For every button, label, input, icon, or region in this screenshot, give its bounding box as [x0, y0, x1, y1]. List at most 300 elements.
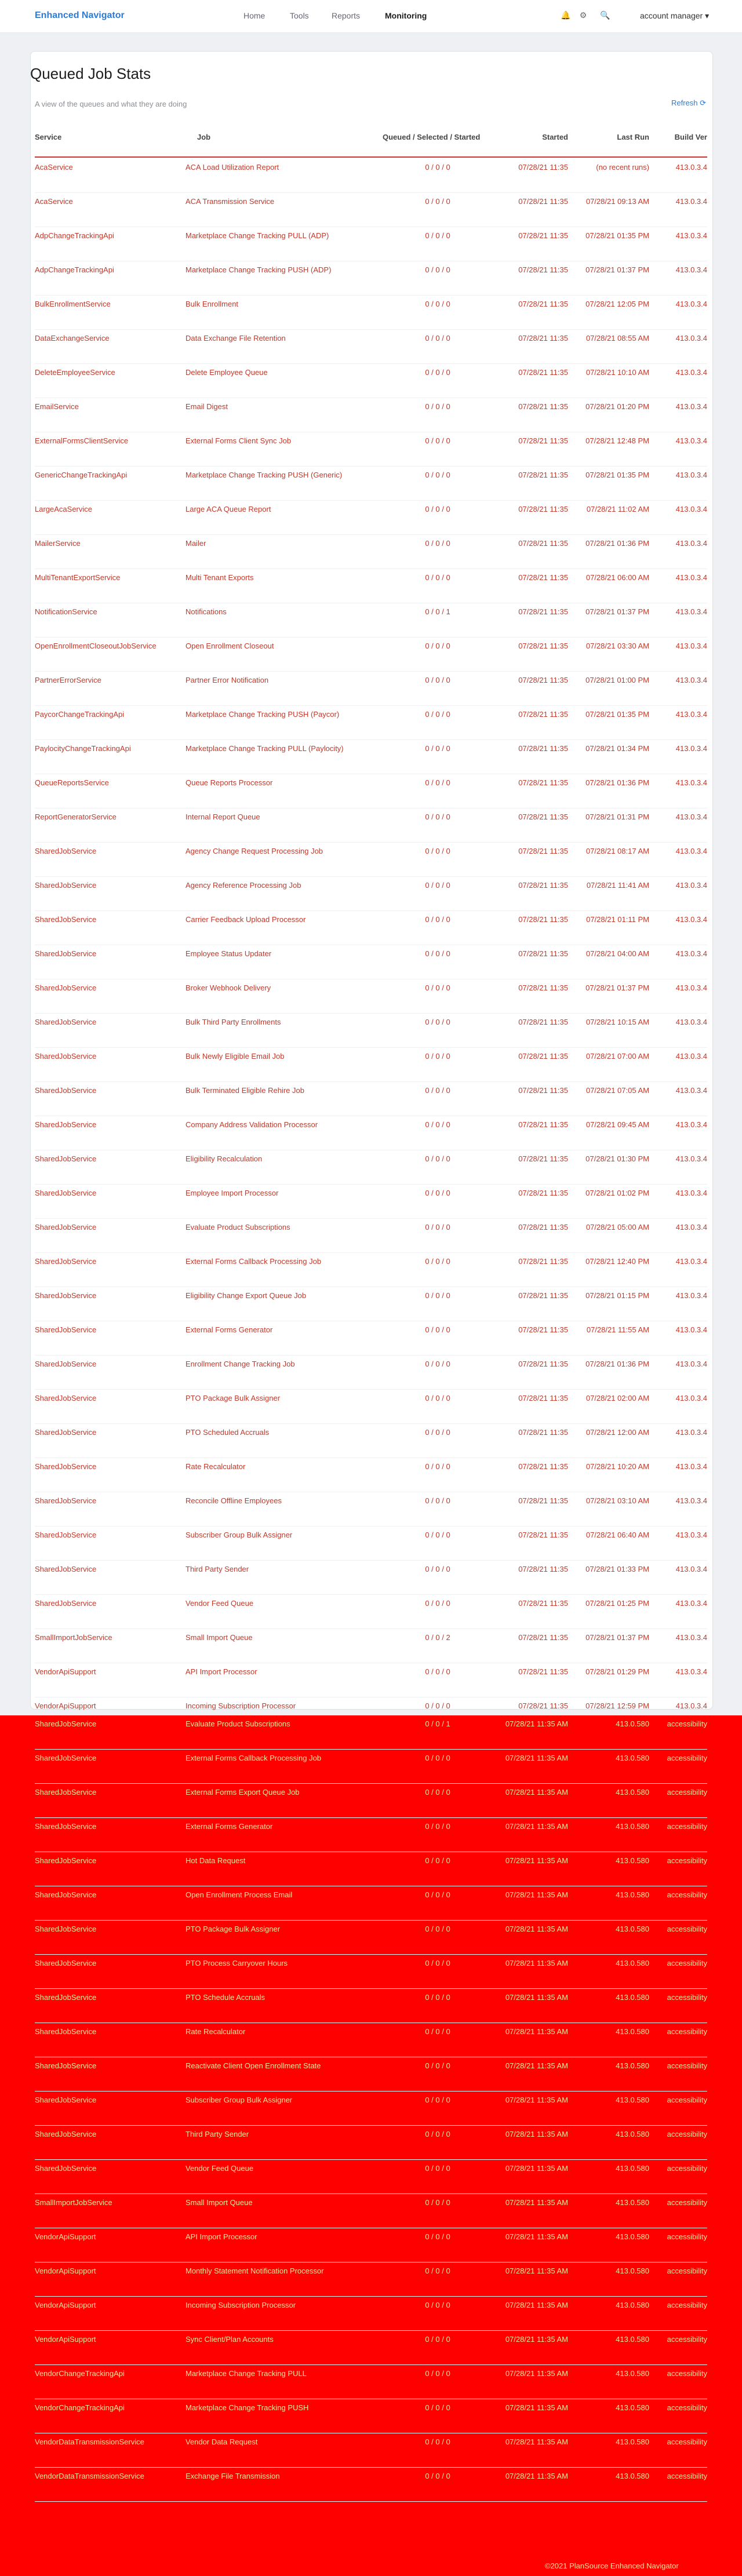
nav-link-monitoring[interactable]: Monitoring — [385, 11, 427, 20]
cell-last-run: 07/28/21 01:25 PM — [585, 1599, 649, 1608]
cell-started: 07/28/21 11:35 — [518, 265, 568, 274]
table-row[interactable] — [35, 1784, 707, 1818]
cell-version: accessibility — [667, 2027, 707, 2036]
table-row[interactable] — [35, 1185, 707, 1219]
cell-last-run: 07/28/21 12:00 AM — [585, 1428, 649, 1437]
cell-started: 07/28/21 11:35 AM — [505, 2301, 568, 2309]
cell-queued: 0 / 0 / 0 — [425, 2335, 450, 2344]
cell-started: 07/28/21 11:35 — [518, 539, 568, 548]
refresh-button[interactable]: Refresh ⟳ — [671, 99, 707, 107]
cell-service: SharedJobService — [35, 2096, 97, 2104]
cell-queued: 0 / 0 / 0 — [425, 505, 450, 513]
header-queued[interactable]: Queued / Selected / Started — [383, 133, 481, 141]
table-row[interactable] — [35, 1116, 707, 1150]
cell-version: 413.0.3.4 — [675, 710, 707, 719]
cell-version: accessibility — [667, 2267, 707, 2275]
cell-version: 413.0.3.4 — [675, 539, 707, 548]
table-row[interactable] — [35, 2468, 707, 2502]
cell-service: SharedJobService — [35, 1394, 97, 1402]
table-row[interactable] — [35, 467, 707, 501]
cell-started: 07/28/21 11:35 — [518, 1086, 568, 1095]
cell-version: 413.0.3.4 — [675, 1462, 707, 1471]
cell-job: Email Digest — [186, 402, 228, 411]
cell-started: 07/28/21 11:35 AM — [505, 2027, 568, 2036]
table-row[interactable] — [35, 2262, 707, 2297]
cell-service: GenericChangeTrackingApi — [35, 471, 128, 479]
table-row[interactable] — [35, 2331, 707, 2365]
cell-started: 07/28/21 11:35 AM — [505, 2061, 568, 2070]
cell-job: Agency Change Request Processing Job — [186, 847, 323, 855]
cell-last-run: 413.0.580 — [616, 2472, 649, 2480]
table-row[interactable] — [35, 1561, 707, 1595]
cell-job: Small Import Queue — [186, 2198, 253, 2207]
table-row[interactable] — [35, 843, 707, 877]
cell-service: EmailService — [35, 402, 79, 411]
header-last-run[interactable]: Last Run — [617, 133, 649, 141]
header-version[interactable]: Build Ver — [674, 133, 707, 141]
table-row[interactable] — [35, 1048, 707, 1082]
table-row[interactable] — [35, 1356, 707, 1390]
cell-last-run: 07/28/21 10:15 AM — [585, 1018, 649, 1026]
cell-queued: 0 / 0 / 0 — [425, 983, 450, 992]
cell-version: accessibility — [667, 2096, 707, 2104]
cell-version: accessibility — [667, 1993, 707, 2002]
cell-last-run: 07/28/21 07:05 AM — [585, 1086, 649, 1095]
cell-started: 07/28/21 11:35 AM — [505, 1788, 568, 1797]
table-row[interactable] — [35, 740, 707, 774]
cell-service: VendorApiSupport — [35, 2301, 96, 2309]
cell-started: 07/28/21 11:35 AM — [505, 2267, 568, 2275]
table-row[interactable] — [35, 193, 707, 227]
cell-queued: 0 / 0 / 0 — [425, 2130, 450, 2138]
user-menu[interactable]: account manager ▾ — [640, 11, 710, 20]
cell-service: PartnerErrorService — [35, 676, 101, 684]
table-row[interactable] — [35, 2228, 707, 2262]
cell-version: 413.0.3.4 — [675, 1154, 707, 1163]
cell-last-run: 07/28/21 06:00 AM — [585, 573, 649, 582]
cell-started: 07/28/21 11:35 — [518, 1496, 568, 1505]
nav-link-reports[interactable]: Reports — [332, 11, 361, 20]
cell-job: Small Import Queue — [186, 1633, 253, 1642]
cell-last-run: 07/28/21 07:00 AM — [585, 1052, 649, 1061]
cell-started: 07/28/21 11:35 — [518, 744, 568, 753]
table-row[interactable] — [35, 774, 707, 808]
cell-job: Hot Data Request — [186, 1856, 246, 1865]
table-row[interactable] — [35, 1253, 707, 1287]
cell-started: 07/28/21 11:35 — [518, 505, 568, 513]
table-row[interactable] — [35, 227, 707, 261]
cell-started: 07/28/21 11:35 — [518, 778, 568, 787]
cell-started: 07/28/21 11:35 AM — [505, 2335, 568, 2344]
table-row[interactable] — [35, 2023, 707, 2057]
table-row[interactable] — [35, 432, 707, 467]
cell-queued: 0 / 0 / 0 — [425, 1856, 450, 1865]
cell-last-run: 07/28/21 01:02 PM — [585, 1189, 649, 1197]
table-row[interactable] — [35, 1921, 707, 1955]
cell-last-run: 07/28/21 09:13 AM — [585, 197, 649, 206]
table-row[interactable] — [35, 945, 707, 979]
cell-last-run: 413.0.580 — [616, 1993, 649, 2002]
cell-job: External Forms Generator — [186, 1325, 273, 1334]
cell-queued: 0 / 0 / 0 — [425, 676, 450, 684]
cell-job: PTO Package Bulk Assigner — [186, 1925, 281, 1933]
cell-version: accessibility — [667, 1822, 707, 1831]
cell-last-run: 413.0.580 — [616, 2301, 649, 2309]
table-row[interactable] — [35, 1715, 707, 1750]
cell-last-run: 07/28/21 01:36 PM — [585, 1360, 649, 1368]
cell-queued: 0 / 0 / 0 — [425, 2096, 450, 2104]
table-row[interactable] — [35, 2194, 707, 2228]
cell-version: 413.0.3.4 — [675, 1667, 707, 1676]
cell-last-run: 07/28/21 01:11 PM — [586, 915, 649, 924]
table-row[interactable] — [35, 296, 707, 330]
cell-service: SmallImportJobService — [35, 1633, 112, 1642]
cell-last-run: 413.0.580 — [616, 2369, 649, 2378]
cell-version: 413.0.3.4 — [675, 778, 707, 787]
cell-job: Large ACA Queue Report — [186, 505, 271, 513]
cell-job: Incoming Subscription Processor — [186, 2301, 296, 2309]
cell-service: AdpChangeTrackingApi — [35, 265, 114, 274]
cell-job: ACA Load Utilization Report — [186, 163, 279, 172]
table-header — [35, 132, 707, 155]
bell-icon[interactable]: 🔔 — [561, 10, 571, 20]
cell-queued: 0 / 0 / 0 — [425, 744, 450, 753]
cell-version: 413.0.3.4 — [675, 1086, 707, 1095]
table-row[interactable] — [35, 1321, 707, 1356]
cell-service: SharedJobService — [35, 1925, 97, 1933]
cell-started: 07/28/21 11:35 — [518, 1223, 568, 1231]
cell-started: 07/28/21 11:35 — [518, 1667, 568, 1676]
cell-job: Bulk Third Party Enrollments — [186, 1018, 281, 1026]
header-service[interactable]: Service — [35, 133, 62, 141]
cell-queued: 0 / 0 / 0 — [425, 1120, 450, 1129]
table-row[interactable] — [35, 1595, 707, 1629]
table-row[interactable] — [35, 364, 707, 398]
cell-version: accessibility — [667, 2164, 707, 2173]
table-row[interactable] — [35, 1989, 707, 2023]
cell-job: Bulk Terminated Eligible Rehire Job — [186, 1086, 304, 1095]
cell-last-run: 07/28/21 01:35 PM — [585, 231, 649, 240]
cell-version: accessibility — [667, 2232, 707, 2241]
table-row[interactable] — [35, 1492, 707, 1526]
cell-job: Carrier Feedback Upload Processor — [186, 915, 306, 924]
gear-icon[interactable]: ⚙ — [579, 10, 587, 20]
cell-queued: 0 / 0 / 0 — [425, 1701, 450, 1710]
cell-last-run: 07/28/21 01:36 PM — [585, 539, 649, 548]
cell-queued: 0 / 0 / 0 — [425, 1496, 450, 1505]
cell-service: PaylocityChangeTrackingApi — [35, 744, 131, 753]
cell-service: VendorApiSupport — [35, 2232, 96, 2241]
table-row[interactable] — [35, 1818, 707, 1852]
cell-job: Open Enrollment Process Email — [186, 1890, 293, 1899]
cell-service: SharedJobService — [35, 915, 97, 924]
cell-started: 07/28/21 11:35 — [518, 1633, 568, 1642]
cell-service: BulkEnrollmentService — [35, 300, 111, 308]
cell-service: VendorDataTransmissionService — [35, 2472, 144, 2480]
table-row[interactable] — [35, 1082, 707, 1116]
table-row[interactable] — [35, 398, 707, 432]
cell-queued: 0 / 0 / 0 — [425, 2437, 450, 2446]
table-row[interactable] — [35, 1219, 707, 1253]
cell-service: LargeAcaService — [35, 505, 92, 513]
cell-job: Employee Status Updater — [186, 949, 272, 958]
table-row[interactable] — [35, 159, 707, 193]
header-started[interactable]: Started — [542, 133, 568, 141]
cell-job: Reactivate Client Open Enrollment State — [186, 2061, 321, 2070]
cell-queued: 0 / 0 / 0 — [425, 1086, 450, 1095]
cell-version: 413.0.3.4 — [675, 1257, 707, 1266]
cell-version: 413.0.3.4 — [675, 812, 707, 821]
cell-started: 07/28/21 11:35 — [518, 1120, 568, 1129]
cell-last-run: 07/28/21 09:45 AM — [585, 1120, 649, 1129]
cell-version: accessibility — [667, 1754, 707, 1762]
cell-service: OpenEnrollmentCloseoutJobService — [35, 642, 157, 650]
cell-started: 07/28/21 11:35 — [518, 607, 568, 616]
cell-service: SharedJobService — [35, 1531, 97, 1539]
cell-queued: 0 / 0 / 0 — [425, 573, 450, 582]
cell-job: Rate Recalculator — [186, 2027, 246, 2036]
cell-version: 413.0.3.4 — [675, 1052, 707, 1061]
cell-version: accessibility — [667, 1959, 707, 1967]
nav-link-home[interactable]: Home — [243, 11, 265, 20]
cell-queued: 0 / 0 / 1 — [425, 1719, 450, 1728]
brand-logo[interactable]: Enhanced Navigator — [35, 10, 125, 20]
cell-service: DeleteEmployeeService — [35, 368, 115, 377]
cell-started: 07/28/21 11:35 — [518, 1462, 568, 1471]
table-row[interactable] — [35, 979, 707, 1014]
cell-last-run: 413.0.580 — [616, 2267, 649, 2275]
cell-service: SharedJobService — [35, 1428, 97, 1437]
cell-started: 07/28/21 11:35 — [518, 573, 568, 582]
cell-job: External Forms Export Queue Job — [186, 1788, 300, 1797]
table-row[interactable] — [35, 2092, 707, 2126]
cell-started: 07/28/21 11:35 — [518, 1154, 568, 1163]
cell-version: 413.0.3.4 — [675, 1120, 707, 1129]
cell-service: SharedJobService — [35, 1959, 97, 1967]
cell-job: Eligibility Recalculation — [186, 1154, 263, 1163]
cell-started: 07/28/21 11:35 AM — [505, 1890, 568, 1899]
cell-service: SharedJobService — [35, 1754, 97, 1762]
table-row[interactable] — [35, 2365, 707, 2399]
cell-job: Agency Reference Processing Job — [186, 881, 301, 890]
table-row[interactable] — [35, 2433, 707, 2468]
table-row[interactable] — [35, 2399, 707, 2433]
table-row[interactable] — [35, 1886, 707, 1921]
header-divider — [35, 156, 707, 158]
header-job[interactable]: Job — [197, 133, 211, 141]
cell-queued: 0 / 0 / 0 — [425, 334, 450, 343]
cell-version: accessibility — [667, 1788, 707, 1797]
cell-version: 413.0.3.4 — [675, 744, 707, 753]
cell-queued: 0 / 0 / 0 — [425, 2267, 450, 2275]
cell-version: accessibility — [667, 2061, 707, 2070]
cell-started: 07/28/21 11:35 AM — [505, 1754, 568, 1762]
cell-job: API Import Processor — [186, 2232, 257, 2241]
cell-version: 413.0.3.4 — [675, 1565, 707, 1573]
cell-version: accessibility — [667, 2198, 707, 2207]
cell-queued: 0 / 0 / 0 — [425, 2369, 450, 2378]
cell-started: 07/28/21 11:35 — [518, 949, 568, 958]
table-row[interactable] — [35, 1424, 707, 1458]
cell-service: MailerService — [35, 539, 81, 548]
cell-service: SharedJobService — [35, 1993, 97, 2002]
cell-queued: 0 / 0 / 0 — [425, 2198, 450, 2207]
cell-queued: 0 / 0 / 0 — [425, 847, 450, 855]
cell-started: 07/28/21 11:35 — [518, 1018, 568, 1026]
cell-version: 413.0.3.4 — [675, 505, 707, 513]
cell-job: PTO Scheduled Accruals — [186, 1428, 270, 1437]
cell-version: accessibility — [667, 2403, 707, 2412]
table-row[interactable] — [35, 501, 707, 535]
cell-last-run: 07/28/21 10:10 AM — [585, 368, 649, 377]
cell-service: SharedJobService — [35, 2061, 97, 2070]
cell-last-run: 07/28/21 12:59 PM — [585, 1701, 649, 1710]
cell-version: 413.0.3.4 — [675, 1018, 707, 1026]
cell-last-run: 413.0.580 — [616, 2335, 649, 2344]
alert-panel — [0, 1715, 742, 2576]
table-row[interactable] — [35, 2126, 707, 2160]
page-subtitle: A view of the queues and what they are doing — [35, 100, 187, 108]
table-row[interactable] — [35, 1955, 707, 1989]
cell-queued: 0 / 0 / 0 — [425, 2403, 450, 2412]
cell-last-run: 07/28/21 08:17 AM — [585, 847, 649, 855]
cell-job: Bulk Newly Eligible Email Job — [186, 1052, 285, 1061]
table-row[interactable] — [35, 877, 707, 911]
cell-last-run: 413.0.580 — [616, 2198, 649, 2207]
cell-service: SharedJobService — [35, 1599, 97, 1608]
table-row[interactable] — [35, 808, 707, 843]
cell-version: 413.0.3.4 — [675, 573, 707, 582]
cell-queued: 0 / 0 / 0 — [425, 1822, 450, 1831]
cell-service: SharedJobService — [35, 1719, 97, 1728]
cell-job: External Forms Callback Processing Job — [186, 1754, 322, 1762]
cell-version: 413.0.3.4 — [675, 881, 707, 890]
cell-job: PTO Package Bulk Assigner — [186, 1394, 281, 1402]
cell-service: SharedJobService — [35, 1086, 97, 1095]
cell-service: SharedJobService — [35, 1496, 97, 1505]
cell-job: External Forms Generator — [186, 1822, 273, 1831]
cell-queued: 0 / 0 / 0 — [425, 1925, 450, 1933]
cell-started: 07/28/21 11:35 — [518, 847, 568, 855]
cell-service: SharedJobService — [35, 2130, 97, 2138]
table-row[interactable] — [35, 261, 707, 296]
cell-service: SharedJobService — [35, 2164, 97, 2173]
cell-job: Evaluate Product Subscriptions — [186, 1719, 290, 1728]
cell-version: accessibility — [667, 1890, 707, 1899]
cell-job: Subscriber Group Bulk Assigner — [186, 2096, 293, 2104]
cell-version: 413.0.3.4 — [675, 471, 707, 479]
table-row[interactable] — [35, 2160, 707, 2194]
cell-version: 413.0.3.4 — [675, 847, 707, 855]
table-row[interactable] — [35, 569, 707, 603]
cell-service: VendorApiSupport — [35, 1701, 96, 1710]
cell-version: 413.0.3.4 — [675, 1394, 707, 1402]
cell-started: 07/28/21 11:35 AM — [505, 2403, 568, 2412]
cell-service: SharedJobService — [35, 1890, 97, 1899]
cell-queued: 0 / 0 / 0 — [425, 539, 450, 548]
cell-last-run: 413.0.580 — [616, 1822, 649, 1831]
cell-last-run: 413.0.580 — [616, 2027, 649, 2036]
table-row[interactable] — [35, 637, 707, 672]
nav-link-tools[interactable]: Tools — [290, 11, 309, 20]
cell-started: 07/28/21 11:35 — [518, 231, 568, 240]
cell-job: Vendor Feed Queue — [186, 2164, 254, 2173]
cell-service: ReportGeneratorService — [35, 812, 117, 821]
cell-service: SharedJobService — [35, 1052, 97, 1061]
cell-service: VendorDataTransmissionService — [35, 2437, 144, 2446]
cell-queued: 0 / 0 / 0 — [425, 1154, 450, 1163]
table-row[interactable] — [35, 1629, 707, 1663]
cell-queued: 0 / 0 / 0 — [425, 265, 450, 274]
cell-job: PTO Process Carryover Hours — [186, 1959, 288, 1967]
cell-service: AdpChangeTrackingApi — [35, 231, 114, 240]
cell-version: 413.0.3.4 — [675, 436, 707, 445]
cell-last-run: 07/28/21 01:34 PM — [585, 744, 649, 753]
cell-started: 07/28/21 11:35 AM — [505, 2096, 568, 2104]
cell-started: 07/28/21 11:35 — [518, 710, 568, 719]
table-row[interactable] — [35, 1150, 707, 1185]
table-row[interactable] — [35, 1014, 707, 1048]
cell-queued: 0 / 0 / 0 — [425, 642, 450, 650]
table-row[interactable] — [35, 2057, 707, 2092]
cell-queued: 0 / 0 / 0 — [425, 197, 450, 206]
cell-job: API Import Processor — [186, 1667, 257, 1676]
job-table — [35, 159, 707, 1868]
table-row[interactable] — [35, 1526, 707, 1561]
cell-version: 413.0.3.4 — [675, 1291, 707, 1300]
cell-version: 413.0.3.4 — [675, 1701, 707, 1710]
cell-last-run: 07/28/21 01:15 PM — [585, 1291, 649, 1300]
table-row[interactable] — [35, 1663, 707, 1697]
table-row[interactable] — [35, 1458, 707, 1492]
cell-queued: 0 / 0 / 0 — [425, 300, 450, 308]
cell-last-run: 413.0.580 — [616, 2437, 649, 2446]
cell-last-run: 413.0.580 — [616, 2164, 649, 2173]
cell-service: SharedJobService — [35, 1154, 97, 1163]
table-row[interactable] — [35, 1852, 707, 1886]
cell-service: SharedJobService — [35, 949, 97, 958]
cell-version: 413.0.3.4 — [675, 1325, 707, 1334]
table-row[interactable] — [35, 1287, 707, 1321]
cell-queued: 0 / 0 / 0 — [425, 1531, 450, 1539]
cell-service: VendorChangeTrackingApi — [35, 2403, 125, 2412]
cell-queued: 0 / 0 / 0 — [425, 1394, 450, 1402]
table-row[interactable] — [35, 672, 707, 706]
table-row[interactable] — [35, 1750, 707, 1784]
cell-started: 07/28/21 11:35 — [518, 368, 568, 377]
cell-service: SharedJobService — [35, 1189, 97, 1197]
cell-last-run: 07/28/21 06:40 AM — [585, 1531, 649, 1539]
table-row[interactable] — [35, 603, 707, 637]
cell-queued: 0 / 0 / 0 — [425, 1018, 450, 1026]
table-row[interactable] — [35, 706, 707, 740]
search-icon[interactable]: 🔍 — [600, 10, 610, 20]
cell-job: Company Address Validation Processor — [186, 1120, 318, 1129]
table-row[interactable] — [35, 1390, 707, 1424]
cell-service: NotificationService — [35, 607, 97, 616]
table-row[interactable] — [35, 2297, 707, 2331]
table-row[interactable] — [35, 535, 707, 569]
table-row[interactable] — [35, 330, 707, 364]
cell-job: Partner Error Notification — [186, 676, 269, 684]
cell-started: 07/28/21 11:35 — [518, 1599, 568, 1608]
cell-job: PTO Schedule Accruals — [186, 1993, 265, 2002]
cell-last-run: 07/28/21 01:33 PM — [585, 1565, 649, 1573]
cell-queued: 0 / 0 / 0 — [425, 436, 450, 445]
cell-started: 07/28/21 11:35 — [518, 642, 568, 650]
table-row[interactable] — [35, 911, 707, 945]
cell-queued: 0 / 0 / 0 — [425, 1189, 450, 1197]
